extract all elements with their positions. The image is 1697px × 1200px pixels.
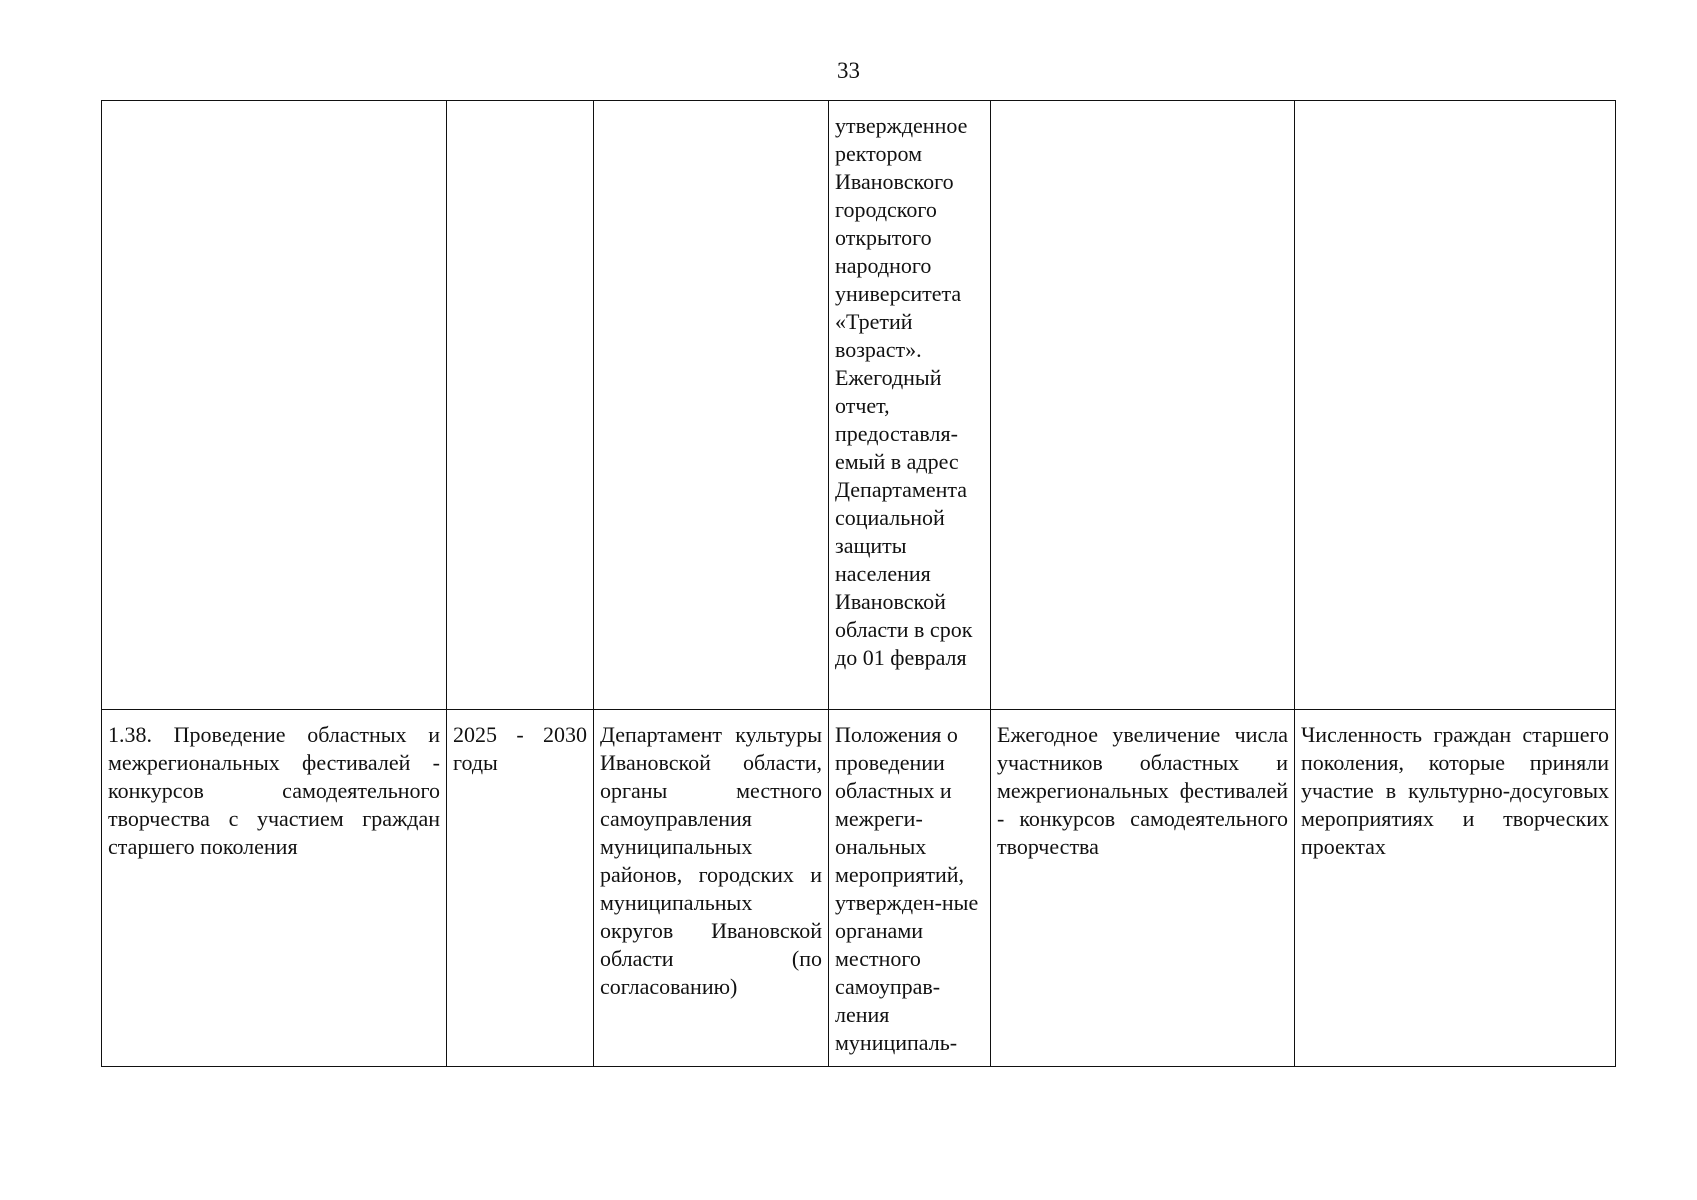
result-cell: [991, 101, 1295, 710]
measure-cell: [102, 710, 447, 1067]
document-text: утвержденное ректором Ивановского городского открытого народного университета «Третий возраст». Ежегодный отчет, предоставля-емый в адрес Департамента социальной защиты населения Ивановской области в срок до 01 февраля: [835, 113, 973, 670]
indicator-cell: [1295, 101, 1616, 710]
measure-cell: [102, 101, 447, 710]
document-cell: [829, 101, 991, 710]
indicator-text: Численность граждан старшего поколения, которые приняли участие в культурно-досуговых мероприятиях и творческих проектах: [1301, 722, 1609, 859]
period-cell: [447, 710, 594, 1067]
document-text: Положения о проведении областных и межреги-ональных мероприятий, утвержден-ные органами местного самоуправ-ления муниципаль-: [835, 722, 979, 1055]
result-text: Ежегодное увеличение числа участников областных и межрегиональных фестивалей - конкурсов самодеятельного творчества: [997, 722, 1288, 859]
executor-text: Департамент культуры Ивановской области, органы местного самоуправления муниципальных районов, городских и муниципальных округов Ивановской области (по согласованию): [600, 722, 822, 999]
period-text: 2025 - 2030 годы: [453, 722, 587, 775]
table-row: [102, 101, 1616, 710]
page-number: 33: [837, 58, 860, 83]
measure-text: 1.38. Проведение областных и межрегиональных фестивалей - конкурсов самодеятельного творчества с участием граждан старшего поколения: [108, 722, 440, 859]
table-row: [102, 710, 1616, 1067]
executor-cell: [594, 101, 829, 710]
period-cell: [447, 101, 594, 710]
document-cell: [829, 710, 991, 1067]
executor-cell: [594, 710, 829, 1067]
result-cell: [991, 710, 1295, 1067]
measures-table: [101, 100, 1616, 1067]
indicator-cell: [1295, 710, 1616, 1067]
